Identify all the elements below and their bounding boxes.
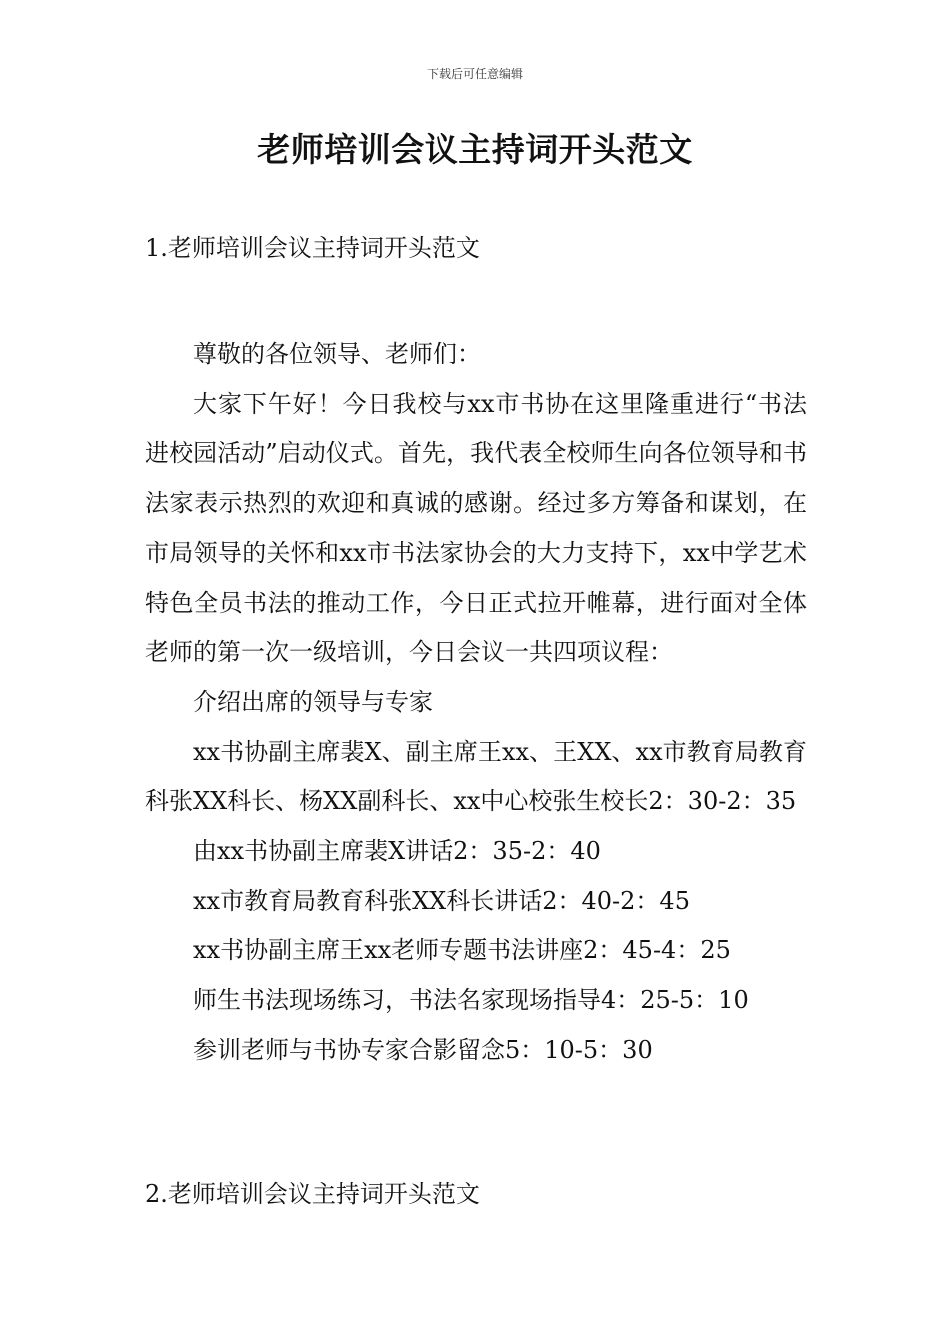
agenda-item: xx书协副主席王xx老师专题书法讲座2：45-4：25 [193,936,731,965]
agenda-item: 由xx书协副主席裴X讲话2：35-2：40 [193,837,601,866]
document-title: 老师培训会议主持词开头范文 [257,130,693,169]
section-heading-2: 2.老师培训会议主持词开头范文 [145,1180,480,1208]
agenda-item: 参训老师与书协专家合影留念5：10-5：30 [193,1035,653,1064]
section-heading-1: 1.老师培训会议主持词开头范文 [145,234,480,262]
paragraph-greeting: 尊敬的各位领导、老师们： [193,340,481,368]
agenda-item: xx市教育局教育科张XX科长讲话2：40-2：45 [193,886,690,915]
section-1-body [145,330,807,1076]
header-note: 下载后可任意编辑 [426,67,523,81]
agenda-item: xx书协副主席裴X、副主席王xx、王XX、xx市教育局教育科张XX科长、杨XX副科长、xx中心校张生校长2：30-2：35 [145,737,807,816]
paragraph-opening: 大家下午好！今日我校与xx市书协在这里隆重进行“书法进校园活动”启动仪式。首先，我代表全校师生向各位领导和书法家表示热烈的欢迎和真诚的感谢。经过多方筹备和谋划，在市局领导的关怀和xx市书法家协会的大力支持下，xx中学艺术特色全员书法的推动工作，今日正式拉开帷幕，进行面对全体老师的第一次一级培训，今日会议一共四项议程： [145,389,807,667]
agenda-item: 师生书法现场练习，书法名家现场指导4：25-5：10 [193,986,749,1015]
agenda-item: 介绍出席的领导与专家 [193,687,433,716]
